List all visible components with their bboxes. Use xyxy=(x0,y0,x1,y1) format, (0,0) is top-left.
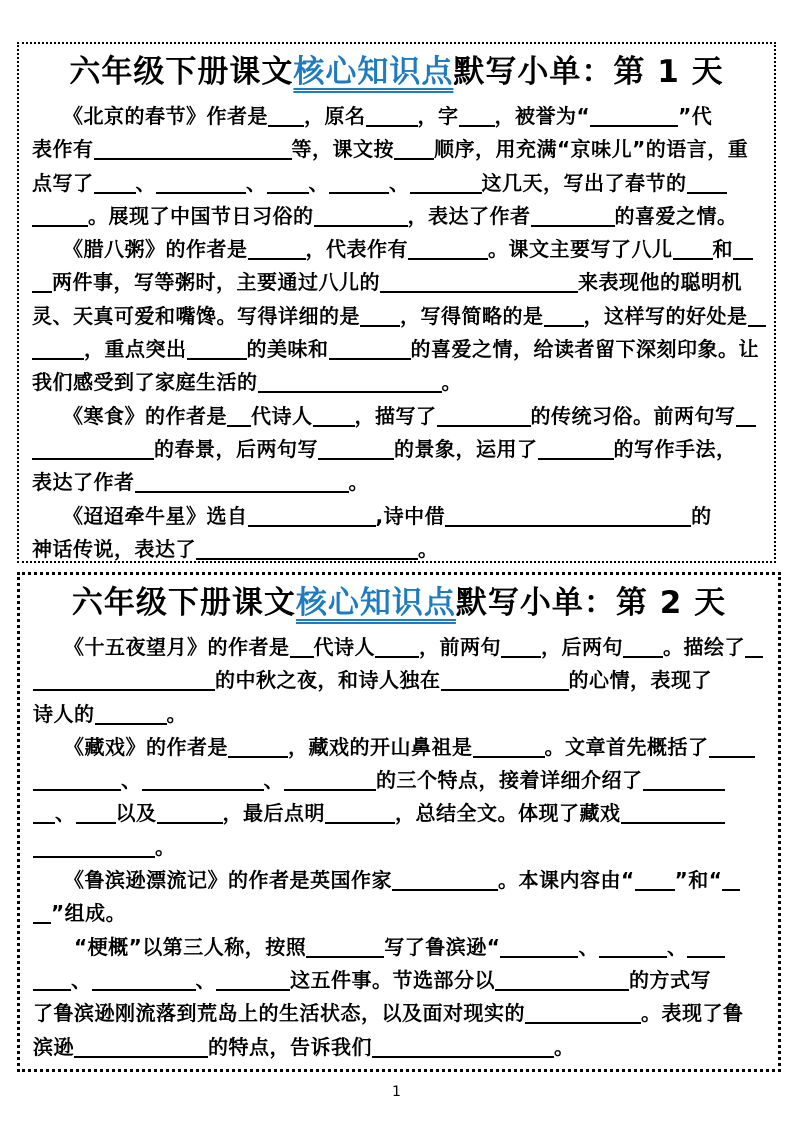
text-run: 。 xyxy=(441,370,462,395)
fill-blank xyxy=(187,356,247,360)
fill-blank xyxy=(621,820,725,824)
text-run: 表作有 xyxy=(32,137,94,162)
text-run: ，代表作有 xyxy=(305,237,408,262)
fill-blank xyxy=(408,256,488,260)
text-run: 《寒食》的作者是 xyxy=(32,403,227,428)
text-run: 的 xyxy=(691,503,712,528)
text-run: 这五件事。节选部分以 xyxy=(290,967,495,992)
fill-blank xyxy=(500,954,578,958)
text-run: 这几天，写出了春节的 xyxy=(481,170,687,195)
text-run: 、 xyxy=(135,170,156,195)
fill-blank xyxy=(748,323,766,327)
day1-title-prefix: 六年级下册课文 xyxy=(69,54,294,90)
text-run: 、 xyxy=(71,967,92,992)
text-run: 的方式写 xyxy=(629,967,711,992)
day1-title-suffix: 默写小单：第 1 天 xyxy=(453,54,724,90)
text-run: 等，课文按 xyxy=(291,137,394,162)
fill-blank xyxy=(156,190,246,194)
text-run: ，重点突出 xyxy=(84,337,187,362)
text-run: 。课文主要写了八儿 xyxy=(488,237,673,262)
text-run: 我们感受到了家庭生活的 xyxy=(32,370,258,395)
fill-blank xyxy=(95,721,167,725)
day2-panel xyxy=(17,572,781,1072)
text-run: ，描写了 xyxy=(354,403,437,428)
fill-blank xyxy=(94,156,292,160)
fill-blank xyxy=(544,323,584,327)
text-run: 、 xyxy=(195,967,216,992)
fill-blank xyxy=(673,256,713,260)
text-line xyxy=(32,366,761,399)
page-number: 1 xyxy=(392,1084,401,1100)
text-run: 《藏戏》的作者是 xyxy=(33,734,228,759)
text-run: 代诗人 xyxy=(251,403,313,428)
fill-blank xyxy=(599,954,667,958)
fill-blank xyxy=(329,356,411,360)
text-run: ，最后点明 xyxy=(222,801,325,826)
text-run: 。 xyxy=(155,834,176,859)
text-run: 的景象，运用了 xyxy=(394,436,538,461)
text-run: ”代 xyxy=(678,104,713,128)
text-line xyxy=(32,233,761,266)
text-run: 顺序，用充满“京味儿”的语言，重 xyxy=(434,137,749,162)
text-line xyxy=(33,864,765,897)
fill-blank xyxy=(216,987,290,991)
text-run: 了鲁滨逊刚流落到荒岛上的生活状态，以及面对现实的 xyxy=(33,1001,525,1026)
fill-blank xyxy=(313,423,355,427)
text-run: ，前两句 xyxy=(419,635,501,659)
fill-blank xyxy=(375,654,419,658)
text-line xyxy=(33,831,765,864)
text-run: ,诗中借 xyxy=(375,503,446,528)
fill-blank xyxy=(441,687,569,691)
text-run: 代诗人 xyxy=(313,635,375,659)
text-run: 。描绘了 xyxy=(663,635,745,659)
text-run: 点写了 xyxy=(32,170,94,195)
text-run: ，总结全文。体现了藏戏 xyxy=(395,801,621,826)
fill-blank xyxy=(329,190,389,194)
text-run: ”和“ xyxy=(674,868,723,893)
text-line xyxy=(33,664,765,697)
text-line xyxy=(32,100,761,133)
text-run: 灵、天真可爱和嘴馋。写得详细的是 xyxy=(32,303,360,328)
text-run: 。 xyxy=(418,536,439,561)
fill-blank xyxy=(531,223,615,227)
text-run: ，表达了作者 xyxy=(407,203,531,228)
text-line xyxy=(33,764,765,797)
text-run: ，这样写的好处是 xyxy=(583,303,748,328)
text-run: ”组成。 xyxy=(51,901,127,926)
text-run: 滨逊 xyxy=(33,1034,74,1059)
fill-blank xyxy=(318,456,394,460)
text-run: 。 xyxy=(348,470,369,495)
fill-blank xyxy=(590,123,678,127)
text-run: “梗概”以第三人称，按照 xyxy=(33,934,307,959)
fill-blank xyxy=(33,987,71,991)
text-line xyxy=(33,897,765,930)
text-line xyxy=(33,797,765,830)
text-line xyxy=(32,167,761,200)
text-run: ，被誉为“ xyxy=(494,104,591,128)
fill-blank xyxy=(473,754,545,758)
fill-blank xyxy=(227,423,251,427)
text-line xyxy=(33,731,765,764)
day2-title-prefix: 六年级下册课文 xyxy=(71,585,296,621)
fill-blank xyxy=(76,820,116,824)
text-line xyxy=(33,698,765,731)
text-line xyxy=(32,533,761,566)
fill-blank xyxy=(268,123,304,127)
fill-blank xyxy=(32,456,154,460)
text-run: 、 xyxy=(246,170,267,195)
day2-title xyxy=(33,581,765,625)
text-line xyxy=(32,266,761,299)
fill-blank xyxy=(643,787,725,791)
text-run: ，后两句 xyxy=(541,635,623,659)
fill-blank xyxy=(33,787,121,791)
text-run: 表达了作者 xyxy=(32,470,135,495)
fill-blank xyxy=(228,754,288,758)
fill-blank xyxy=(687,954,725,958)
fill-blank xyxy=(248,523,376,527)
text-line xyxy=(33,631,765,664)
fill-blank xyxy=(366,123,418,127)
text-run: 、 xyxy=(263,768,284,793)
day1-panel xyxy=(17,42,776,563)
day1-content xyxy=(32,100,761,566)
fill-blank xyxy=(290,654,314,658)
fill-blank xyxy=(635,887,675,891)
fill-blank xyxy=(284,787,376,791)
fill-blank xyxy=(248,256,306,260)
text-run: 的特点，告诉我们 xyxy=(208,1034,372,1059)
fill-blank xyxy=(157,820,223,824)
text-run: 《迢迢牵牛星》选自 xyxy=(32,503,248,528)
text-line xyxy=(32,333,761,366)
day2-title-highlight: 核心知识点 xyxy=(295,585,456,621)
text-run: 、 xyxy=(308,170,329,195)
text-line xyxy=(33,931,765,964)
text-line xyxy=(33,997,765,1030)
text-run: 《十五夜望月》的作者是 xyxy=(33,635,290,659)
fill-blank xyxy=(733,256,753,260)
fill-blank xyxy=(687,190,727,194)
fill-blank xyxy=(325,820,395,824)
fill-blank xyxy=(314,223,408,227)
day2-title-suffix: 默写小单：第 2 天 xyxy=(455,585,727,621)
fill-blank xyxy=(267,190,309,194)
text-run: ，字 xyxy=(417,104,459,128)
text-run: 、 xyxy=(389,170,410,195)
text-run: 两件事，写等粥时，主要通过八儿的 xyxy=(52,270,380,295)
text-line xyxy=(32,400,761,433)
fill-blank xyxy=(538,456,614,460)
text-run: 诗人的 xyxy=(33,701,95,726)
day1-title xyxy=(32,50,761,94)
text-line xyxy=(32,300,761,333)
text-run: 的写作手法， xyxy=(613,436,737,461)
fill-blank xyxy=(495,987,629,991)
fill-blank xyxy=(33,820,55,824)
fill-blank xyxy=(525,1020,641,1024)
fill-blank xyxy=(32,223,88,227)
fill-blank xyxy=(372,1054,554,1058)
text-run: 、 xyxy=(666,934,688,959)
text-line xyxy=(32,200,761,233)
fill-blank xyxy=(306,954,384,958)
text-run: 神话传说，表达了 xyxy=(32,536,196,561)
fill-blank xyxy=(33,687,215,691)
fill-blank xyxy=(33,920,51,924)
fill-blank xyxy=(32,289,52,293)
fill-blank xyxy=(380,289,578,293)
fill-blank xyxy=(445,523,691,527)
fill-blank xyxy=(74,1054,208,1058)
text-run: 。 xyxy=(554,1034,575,1059)
text-run: ，写得简略的是 xyxy=(400,303,544,328)
day1-title-highlight: 核心知识点 xyxy=(293,54,454,90)
text-run: 、 xyxy=(121,768,142,793)
day2-content xyxy=(33,631,765,1064)
text-run: 。本课内容由“ xyxy=(498,868,635,893)
fill-blank xyxy=(394,156,434,160)
fill-blank xyxy=(736,423,756,427)
fill-blank xyxy=(745,654,763,658)
text-run: 《鲁滨逊漂流记》的作者是英国作家 xyxy=(33,868,392,893)
text-run: ，藏戏的开山鼻祖是 xyxy=(288,734,473,759)
text-run: 的三个特点，接着详细介绍了 xyxy=(376,768,643,793)
fill-blank xyxy=(722,887,740,891)
fill-blank xyxy=(92,987,196,991)
fill-blank xyxy=(459,123,495,127)
text-run: 《北京的春节》作者是 xyxy=(32,104,268,128)
text-run: 、 xyxy=(55,801,76,826)
text-run: 写了鲁滨逊“ xyxy=(384,934,501,959)
fill-blank xyxy=(360,323,400,327)
text-line xyxy=(32,133,761,166)
text-line xyxy=(32,433,761,466)
text-run: 。文章首先概括了 xyxy=(544,734,709,759)
text-run: ，原名 xyxy=(304,104,366,128)
fill-blank xyxy=(392,887,498,891)
fill-blank xyxy=(709,754,755,758)
text-run: 以及 xyxy=(115,801,157,826)
fill-blank xyxy=(94,190,136,194)
text-run: 《腊八粥》的作者是 xyxy=(32,237,248,262)
text-run: 。展现了中国节日习俗的 xyxy=(88,203,314,228)
text-line xyxy=(33,1031,765,1064)
fill-blank xyxy=(501,654,541,658)
text-run: 的传统习俗。前两句写 xyxy=(530,403,736,428)
fill-blank xyxy=(258,389,442,393)
text-run: 。 xyxy=(166,701,187,726)
fill-blank xyxy=(437,423,531,427)
text-line xyxy=(32,466,761,499)
text-run: 和 xyxy=(712,237,733,262)
text-run: 来表现他的聪明机 xyxy=(578,270,742,295)
fill-blank xyxy=(135,489,349,493)
text-run: 、 xyxy=(578,934,599,959)
text-line xyxy=(32,500,761,533)
fill-blank xyxy=(142,787,264,791)
text-run: 的喜爱之情。 xyxy=(614,203,738,228)
text-run: 的中秋之夜，和诗人独在 xyxy=(215,668,441,693)
text-run: 的喜爱之情，给读者留下深刻印象。让 xyxy=(410,337,759,362)
text-run: 的美味和 xyxy=(246,337,329,362)
text-run: 的心情，表现了 xyxy=(568,668,712,693)
text-run: 。表现了鲁 xyxy=(641,1001,744,1026)
fill-blank xyxy=(410,190,482,194)
text-line xyxy=(33,964,765,997)
fill-blank xyxy=(623,654,663,658)
fill-blank xyxy=(196,556,418,560)
text-run: 的春景，后两句写 xyxy=(154,436,318,461)
fill-blank xyxy=(32,356,84,360)
fill-blank xyxy=(33,854,155,858)
